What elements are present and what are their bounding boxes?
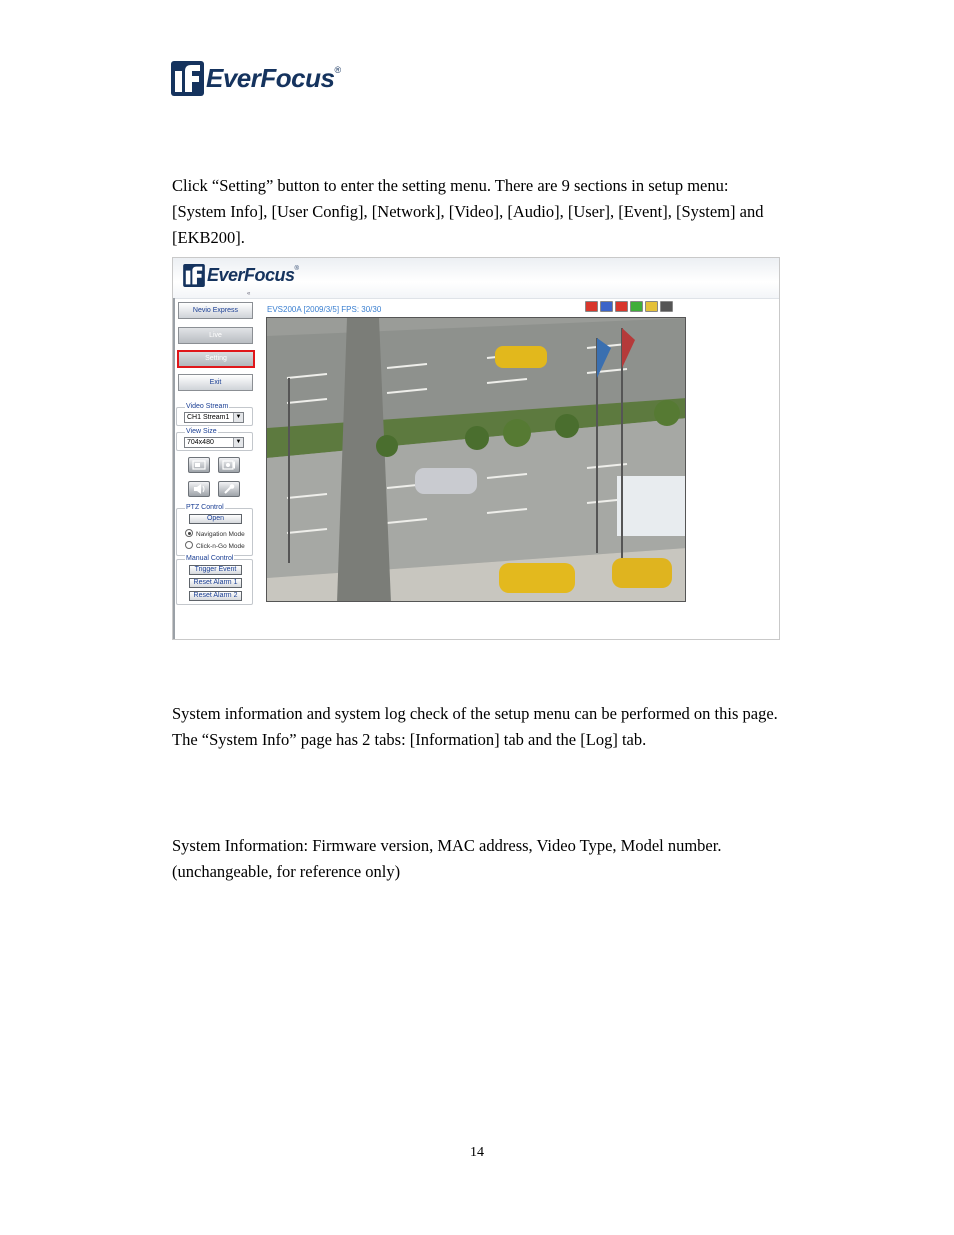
reset-alarm-1-button[interactable]: Reset Alarm 1 bbox=[189, 578, 242, 588]
video-stream-value: CH1 Stream1 bbox=[187, 414, 230, 421]
brand-name: EverFocus bbox=[206, 63, 335, 93]
folder-icon[interactable] bbox=[645, 301, 658, 312]
microphone-icon[interactable] bbox=[218, 481, 240, 497]
camera-status-text: EVS200A [2009/3/5] FPS: 30/30 bbox=[267, 305, 382, 314]
camera-scene-illustration bbox=[267, 318, 686, 602]
record-icon[interactable] bbox=[218, 457, 240, 473]
view-size-label: View Size bbox=[186, 428, 217, 435]
system-info-paragraph: System information and system log check of the setup menu can be performed on this page. The “System Info” page has 2 tabs: [Information] tab and the [Log] tab. bbox=[172, 704, 778, 749]
alarm-icon[interactable] bbox=[585, 301, 598, 312]
web-ui-logo bbox=[183, 264, 299, 287]
nevio-express-button[interactable]: Nevio Express bbox=[178, 302, 253, 319]
status-icon-bar bbox=[585, 301, 673, 312]
view-size-select[interactable] bbox=[184, 437, 244, 448]
manual-control-group bbox=[176, 555, 253, 605]
radio-selected-icon bbox=[185, 529, 193, 537]
navigation-mode-radio[interactable] bbox=[185, 529, 245, 539]
view-size-group bbox=[176, 428, 253, 451]
manual-control-label: Manual Control bbox=[186, 555, 234, 562]
intro-paragraph: Click “Setting” button to enter the setting menu. There are 9 sections in setup menu: [System Info], [User Config], [Network], [Video], [Audio], [User], [Event], [System] and [EKB200]. bbox=[172, 176, 764, 247]
setting-button[interactable]: Setting bbox=[177, 350, 255, 368]
ptz-control-group bbox=[176, 504, 253, 556]
speaker-icon[interactable] bbox=[188, 481, 210, 497]
left-divider bbox=[173, 298, 175, 640]
chevron-down-icon: ▼ bbox=[233, 413, 243, 422]
chevron-down-icon: ▼ bbox=[233, 438, 243, 447]
page-number: 14 bbox=[470, 1145, 484, 1160]
system-information-paragraph: System Information: Firmware version, MAC address, Video Type, Model number. (unchangeable, for reference only) bbox=[172, 836, 722, 881]
web-ui-registered-mark: ® bbox=[294, 266, 299, 272]
navigation-mode-label: Navigation Mode bbox=[196, 531, 245, 538]
motion-icon[interactable] bbox=[600, 301, 613, 312]
exit-button[interactable]: Exit bbox=[178, 374, 253, 391]
everfocus-logo bbox=[171, 61, 341, 96]
video-stream-group bbox=[176, 403, 253, 426]
click-n-go-mode-label: Click-n-Go Mode bbox=[196, 543, 245, 550]
web-ui-screenshot bbox=[172, 257, 780, 640]
reset-alarm-2-button[interactable]: Reset Alarm 2 bbox=[189, 591, 242, 601]
ptz-control-label: PTZ Control bbox=[186, 504, 224, 511]
view-size-value: 704x480 bbox=[187, 439, 214, 446]
settings-icon[interactable] bbox=[660, 301, 673, 312]
everfocus-logo-icon bbox=[183, 264, 205, 287]
video-stream-select[interactable] bbox=[184, 412, 244, 423]
web-ui-header bbox=[173, 258, 779, 299]
record-status-icon[interactable] bbox=[630, 301, 643, 312]
everfocus-logo-icon bbox=[171, 61, 204, 96]
video-stream-label: Video Stream bbox=[186, 403, 229, 410]
registered-mark: ® bbox=[334, 65, 342, 75]
web-ui-brand-name: EverFocus bbox=[207, 265, 295, 285]
click-n-go-mode-radio[interactable] bbox=[185, 541, 245, 551]
snapshot-icon[interactable] bbox=[188, 457, 210, 473]
radio-unselected-icon bbox=[185, 541, 193, 549]
live-button[interactable]: Live bbox=[178, 327, 253, 344]
double-chevron-left-icon[interactable]: « bbox=[247, 291, 251, 297]
live-camera-feed[interactable] bbox=[266, 317, 686, 602]
trigger-event-button[interactable]: Trigger Event bbox=[189, 565, 242, 575]
ptz-open-button[interactable]: Open bbox=[189, 514, 242, 524]
network-icon[interactable] bbox=[615, 301, 628, 312]
